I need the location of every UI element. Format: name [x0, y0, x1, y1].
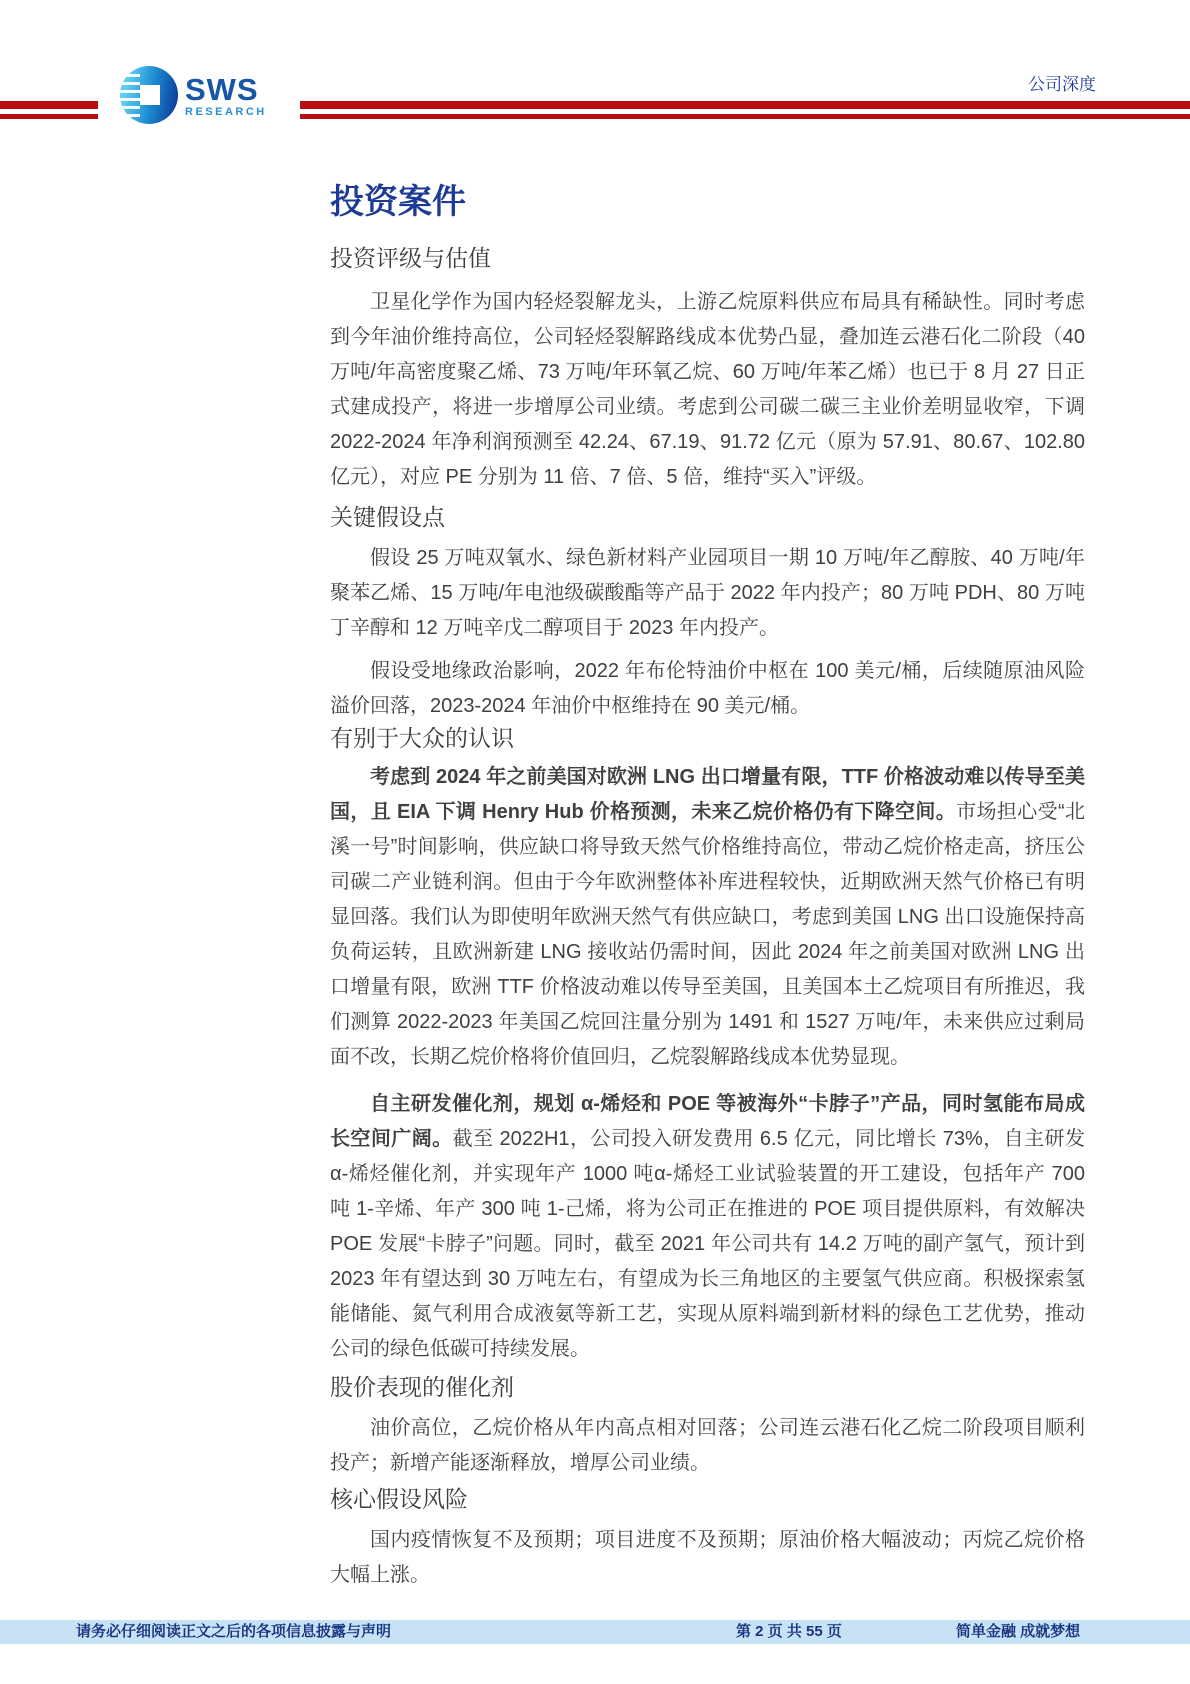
sws-logo — [120, 66, 267, 124]
paragraph-text: 截至 2022H1，公司投入研发费用 6.5 亿元，同比增长 73%，自主研发 α-烯烃催化剂，并实现年产 1000 吨α-烯烃工业试验装置的开工建设，包括年产 700 吨 1-辛烯、年产 300 吨 1-己烯，将为公司正在推进的 POE 项目提供原料，有效解决 POE 发展“卡脖子”问题。同时，截至 2021 年公司共有 14.2 万吨的副产氢气，预计到 2023 年有望达到 30 万吨左右，有望成为长三角地区的主要氢气供应商。积极探索氢能储能、氮气利用合成液氨等新工艺，实现从原料端到新材料的绿色工艺优势，推动公司的绿色低碳可持续发展。 — [330, 1128, 1085, 1360]
paragraph-bold-lead: 自主研发催化剂，规划 α-烯烃和 POE 等被海外“卡脖子”产品，同时氢能布局成长空间广阔。 — [330, 1093, 1085, 1150]
footer-slogan: 简单金融 成就梦想 — [956, 1623, 1081, 1640]
section-heading-key-assumptions: 关键假设点 — [330, 504, 445, 530]
section-heading-share-price-catalysts: 股价表现的催化剂 — [330, 1374, 514, 1400]
sws-logo-text — [185, 66, 267, 118]
footer — [0, 1620, 1190, 1644]
paragraph — [330, 760, 1085, 1075]
section-heading-rating-valuation: 投资评级与估值 — [330, 245, 491, 271]
paragraph-text: 国内疫情恢复不及预期；项目进度不及预期；原油价格大幅波动；丙烷乙烷价格大幅上涨。 — [330, 1529, 1085, 1586]
report-body — [330, 0, 1085, 1593]
report-type-label: 公司深度 — [1028, 75, 1096, 94]
paragraph — [330, 541, 1085, 646]
paragraph — [330, 1523, 1085, 1593]
logo-sub-text: RESEARCH — [185, 106, 267, 118]
footer-page-number: 第 2 页 共 55 页 — [736, 1623, 842, 1640]
page-title: 投资案件 — [330, 183, 466, 221]
footer-disclaimer: 请务必仔细阅读正文之后的各项信息披露与声明 — [76, 1623, 392, 1640]
header-rule-left-thin — [0, 114, 98, 119]
paragraph-text: 市场担心受“北溪一号”时间影响，供应缺口将导致天然气价格维持高位，带动乙烷价格走高，挤压公司碳二产业链利润。但由于今年欧洲整体补库进程较快，近期欧洲天然气价格已有明显回落。我们认为即使明年欧洲天然气有供应缺口，考虑到美国 LNG 出口设施保持高负荷运转，且欧洲新建 LNG 接收站仍需时间，因此 2024 年之前美国对欧洲 LNG 出口增量有限，欧洲 TTF 价格波动难以传导至美国，且美国本土乙烷项目有所推迟，我们测算 2022-2023 年美国乙烷回注量分别为 1491 和 1527 万吨/年，未来供应过剩局面不改，长期乙烷价格将价值回归，乙烷裂解路线成本优势显现。 — [330, 801, 1085, 1068]
paragraph-text: 油价高位，乙烷价格从年内高点相对回落；公司连云港石化乙烷二阶段项目顺利投产；新增产能逐渐释放，增厚公司业绩。 — [330, 1417, 1085, 1474]
paragraph-bold-lead: 考虑到 2024 年之前美国对欧洲 LNG 出口增量有限，TTF 价格波动难以传导至美国，且 EIA 下调 Henry Hub 价格预测，未来乙烷价格仍有下降空间。 — [330, 766, 1085, 823]
sws-logo-icon — [120, 66, 178, 124]
paragraph-text: 卫星化学作为国内轻烃裂解龙头，上游乙烷原料供应布局具有稀缺性。同时考虑到今年油价维持高位，公司轻烃裂解路线成本优势凸显，叠加连云港石化二阶段（40 万吨/年高密度聚乙烯、73 万吨/年环氧乙烷、60 万吨/年苯乙烯）也已于 8 月 27 日正式建成投产，将进一步增厚公司业绩。考虑到公司碳二碳三主业价差明显收窄，下调 2022-2024 年净利润预测至 42.24、67.19、91.72 亿元（原为 57.91、80.67、102.80 亿元），对应 PE 分别为 11 倍、7 倍、5 倍，维持“买入”评级。 — [330, 291, 1085, 488]
header-rule-left-thick — [0, 101, 98, 109]
paragraph — [330, 1411, 1085, 1481]
paragraph — [330, 654, 1085, 724]
paragraph — [330, 1087, 1085, 1367]
section-heading-core-risks: 核心假设风险 — [330, 1486, 468, 1512]
logo-brand-text: SWS — [185, 72, 259, 107]
paragraph — [330, 285, 1085, 495]
paragraph-text: 假设 25 万吨双氧水、绿色新材料产业园项目一期 10 万吨/年乙醇胺、40 万吨/年聚苯乙烯、15 万吨/年电池级碳酸酯等产品于 2022 年内投产；80 万吨 PDH、80 万吨丁辛醇和 12 万吨辛戊二醇项目于 2023 年内投产。 — [330, 547, 1085, 639]
paragraph-text: 假设受地缘政治影响，2022 年布伦特油价中枢在 100 美元/桶，后续随原油风险溢价回落，2023-2024 年油价中枢维持在 90 美元/桶。 — [330, 660, 1085, 717]
section-heading-differentiated-view: 有别于大众的认识 — [330, 725, 514, 751]
